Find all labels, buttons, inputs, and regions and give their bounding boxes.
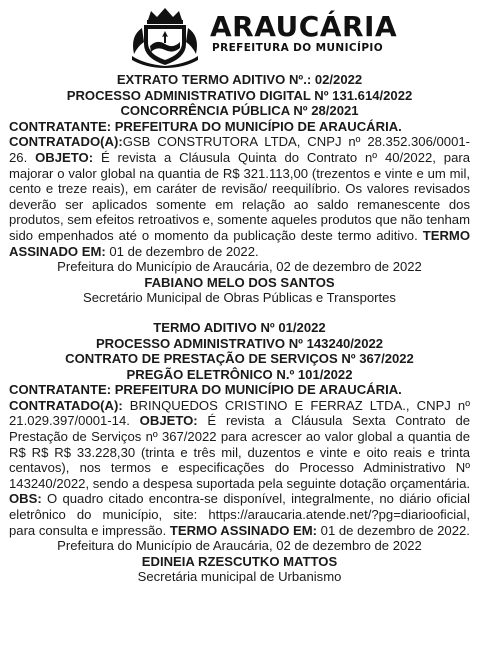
obs-value: O quadro citado encontra-se disponível, integralmente, no diário oficial eletrônico do município, site: https://araucaria.atende.net/?pg=diariooficial, para consulta e impressão.	[9, 491, 470, 538]
objeto-label: OBJETO:	[139, 413, 198, 429]
extract-2-contratante: CONTRATANTE: PREFEITURA DO MUNICÍPIO DE ARAUCÁRIA.	[9, 382, 402, 398]
brand	[210, 12, 397, 54]
extract-2-place-date: Prefeitura do Município de Araucária, 02 de dezembro de 2022	[57, 538, 422, 554]
extract-1-contratante: CONTRATANTE: PREFEITURA DO MUNICÍPIO DE ARAUCÁRIA.	[9, 118, 402, 134]
araucaria-coat-of-arms-logo	[124, 6, 206, 68]
contratado-value: GSB CONSTRUTORA LTDA, CNPJ nº 28.352.306/0001-26.	[9, 134, 470, 165]
termo-assinado-label: TERMO ASSINADO EM:	[169, 522, 318, 538]
extract-2-title-1: TERMO ADITIVO Nº 01/2022	[153, 319, 326, 335]
objeto-value: É revista a Cláusula Sexta Contrato de Prestação de Serviços nº 367/2022 para acrescer ao valor global a quantia de R$ R$ R$ 33.228,30 (trinta e três mil, duzentos e vinte e oito reais e trinta centavos), nos termos e especificações do Processo Administrativo Nº 143240/2022, sendo a despesa suportada pela seguinte dotação orçamentária.	[9, 413, 471, 491]
extract-2-title-4: PREGÃO ELETRÔNICO N.º 101/2022	[126, 366, 353, 382]
extract-2-signatory: EDINEIA RZESCUTKO MATTOS	[141, 553, 338, 569]
brand-subtitle: PREFEITURA DO MUNICÍPIO	[212, 42, 384, 54]
extract-2	[9, 320, 470, 585]
extract-1-title-1: EXTRATO TERMO ADITIVO Nº.: 02/2022	[116, 72, 363, 87]
header	[9, 0, 470, 72]
section-spacer	[9, 306, 470, 320]
brand-name: ARAUCÁRIA	[210, 10, 398, 43]
extract-2-body	[9, 398, 470, 538]
extract-1	[9, 72, 470, 306]
contratado-label: CONTRATADO(A):	[9, 134, 123, 150]
termo-assinado-label: TERMO ASSINADO EM:	[9, 227, 470, 259]
extract-1-signatory: FABIANO MELO DOS SANTOS	[144, 274, 335, 290]
extract-2-title-2: PROCESSO ADMINISTRATIVO Nº 143240/2022	[95, 335, 384, 351]
objeto-label: OBJETO:	[35, 149, 94, 165]
extract-1-title-2: PROCESSO ADMINISTRATIVO DIGITAL Nº 131.614/2022	[66, 87, 413, 103]
contratado-value: BRINQUEDOS CRISTINO E FERRAZ LTDA., CNPJ nº 21.029.397/0001-14.	[9, 397, 470, 429]
termo-assinado-value: 01 de dezembro de 2022.	[317, 522, 470, 538]
obs-label: OBS:	[9, 491, 42, 507]
extract-1-place-date: Prefeitura do Município de Araucária, 02 de dezembro de 2022	[57, 259, 422, 275]
extract-1-title-3: CONCORRÊNCIA PÚBLICA Nº 28/2021	[120, 103, 359, 119]
extract-1-office: Secretário Municipal de Obras Públicas e Transportes	[83, 290, 396, 306]
objeto-value: É revista a Cláusula Quinta do Contrato nº 40/2022, para majorar o valor global na quantia de R$ 321.113,00 (trezentos e vinte e um mil, cento e treze reais), em caráter de revisão/ reequilíbrio. Os valores revisados deverão ser aplicados somente em relação ao saldo remanescente dos produtos, sem efeitos retroativos e, somente aqueles produtos que não tenham sido empenhados até o momento da publicação deste termo aditivo.	[9, 149, 471, 243]
extract-2-title-3: CONTRATO DE PRESTAÇÃO DE SERVIÇOS Nº 367/2022	[65, 351, 414, 367]
extract-1-body	[9, 134, 470, 259]
termo-assinado-value: 01 de dezembro de 2022.	[105, 243, 259, 259]
contratado-label: CONTRATADO(A):	[9, 397, 123, 413]
extract-2-office: Secretária municipal de Urbanismo	[137, 569, 342, 585]
